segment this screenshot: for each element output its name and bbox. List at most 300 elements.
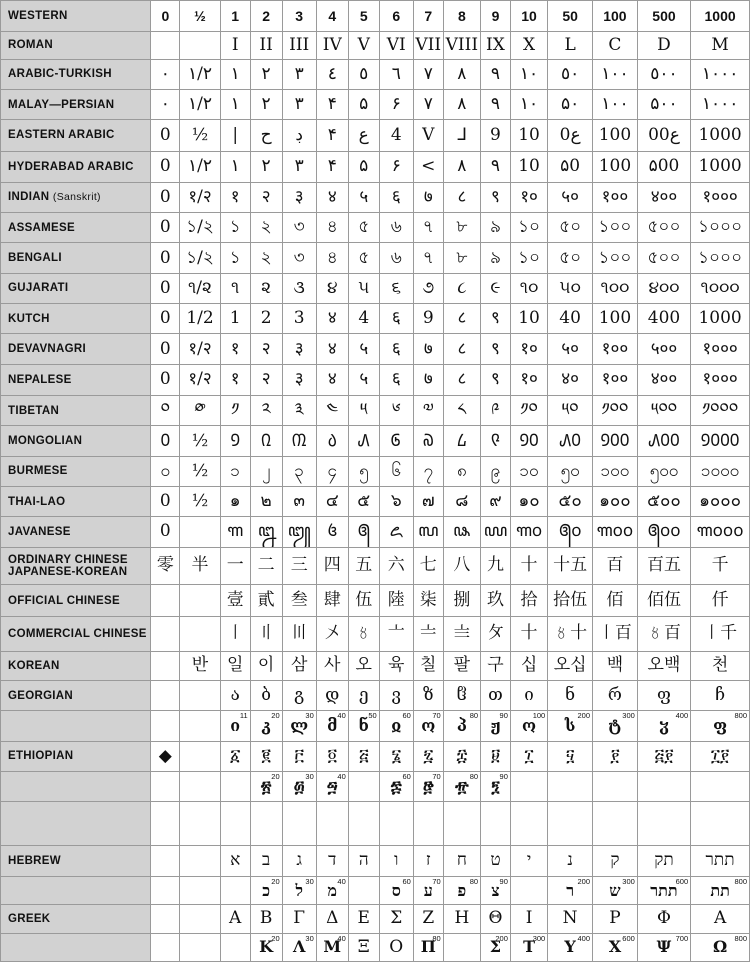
numeral-cell — [510, 273, 547, 303]
numeral-cell — [151, 547, 180, 584]
numeral-glyph: 3 — [295, 8, 304, 25]
numeral-glyph: 八 — [453, 555, 471, 576]
numeral-glyph: ז — [425, 850, 431, 871]
numeral-glyph: ৯ — [489, 217, 501, 238]
numeral-cell — [282, 89, 316, 119]
numeral-glyph: ۱ — [230, 94, 240, 115]
numeral-value-note: 80 — [432, 933, 441, 943]
numeral-cell — [379, 182, 413, 212]
numeral-cell — [316, 547, 348, 584]
numeral-cell — [220, 741, 250, 771]
numeral-cell — [316, 517, 348, 547]
numeral-glyph: ༡༠༠ — [601, 400, 629, 421]
numeral-glyph: L — [564, 34, 576, 55]
numeral-glyph: Ω — [712, 937, 728, 957]
numeral-value-note: 400 — [577, 933, 591, 943]
numeral-glyph: ৮ — [456, 217, 468, 238]
numeral-glyph: ፫ — [294, 745, 304, 766]
numeral-glyph: ၅၀၀ — [649, 460, 679, 481]
numeral-glyph: V — [422, 124, 435, 145]
numeral-row — [1, 243, 750, 273]
numeral-glyph: ½ — [191, 124, 209, 145]
numeral-cell — [180, 905, 221, 933]
numeral-cell — [250, 486, 282, 516]
numeral-row — [1, 396, 750, 426]
numeral-cell — [282, 486, 316, 516]
numeral-glyph: ח — [456, 850, 467, 871]
script-name: ETHIOPIAN — [8, 750, 74, 763]
script-name: JAVANESE — [8, 525, 71, 538]
numeral-glyph: თ — [488, 685, 503, 706]
numeral-cell — [151, 933, 180, 962]
numeral-cell — [151, 32, 180, 59]
numeral-glyph: Γ — [293, 908, 306, 929]
numeral-cell — [443, 845, 480, 876]
numeral-cell — [348, 59, 379, 89]
numeral-cell — [691, 741, 750, 771]
numeral-cell — [316, 304, 348, 334]
numeral-cell — [593, 182, 638, 212]
numeral-glyph: 千 — [711, 555, 729, 576]
script-name: EASTERN ARABIC — [8, 129, 115, 142]
numeral-glyph: ק — [610, 850, 620, 871]
numeral-cell — [220, 426, 250, 456]
numeral-cell — [443, 905, 480, 933]
numeral-cell — [379, 89, 413, 119]
numeral-glyph: Ν — [562, 908, 578, 929]
numeral-cell — [316, 651, 348, 680]
numeral-cell — [282, 651, 316, 680]
row-label — [1, 32, 151, 59]
numeral-glyph: ༣ — [294, 400, 304, 421]
numeral-glyph: ፸ — [422, 776, 434, 796]
numeral-glyph: ૧ — [231, 277, 240, 298]
numeral-value-note: 30 — [305, 876, 314, 886]
numeral-cell — [481, 334, 511, 364]
numeral-glyph: 구 — [487, 655, 504, 676]
numeral-cell — [348, 304, 379, 334]
numeral-glyph: 9 — [490, 124, 501, 145]
numeral-cell — [316, 584, 348, 616]
numeral-cell — [593, 771, 638, 801]
numeral-glyph: ፮ — [391, 745, 402, 766]
numeral-glyph: 〢 — [257, 623, 275, 644]
numeral-cell — [348, 243, 379, 273]
numeral-cell — [180, 59, 221, 89]
numeral-cell — [481, 617, 511, 651]
script-name: GREEK — [8, 912, 51, 925]
numeral-cell — [316, 59, 348, 89]
numeral-glyph: 6 — [392, 8, 401, 25]
numeral-glyph: 壹 — [226, 590, 244, 611]
numeral-cell — [379, 304, 413, 334]
numeral-glyph: ᠕ — [357, 430, 370, 451]
numeral-cell — [637, 182, 690, 212]
numeral-glyph: 九 — [486, 555, 504, 576]
numeral-glyph: ๕ — [357, 491, 371, 512]
numeral-glyph: ४० — [561, 369, 579, 390]
numeral-cell — [510, 89, 547, 119]
numeral-glyph: ३ — [294, 338, 304, 359]
numeral-glyph: ১০০০ — [697, 247, 743, 268]
numeral-cell — [691, 711, 750, 741]
row-label — [1, 547, 151, 584]
numeral-cell — [220, 364, 250, 395]
numeral-row — [1, 876, 750, 904]
numeral-cell — [691, 486, 750, 516]
numeral-value-note: 20 — [271, 711, 280, 721]
numeral-glyph: ૩ — [293, 277, 305, 298]
numeral-cell — [443, 213, 480, 243]
numeral-glyph: 0 — [159, 156, 171, 177]
row-label — [1, 334, 151, 364]
numeral-glyph: ४०० — [650, 369, 678, 390]
numeral-cell — [593, 486, 638, 516]
numeral-cell — [180, 802, 221, 845]
numeral-cell — [637, 771, 690, 801]
numeral-cell — [250, 456, 282, 486]
numeral-cell — [151, 120, 180, 151]
numeral-cell — [413, 243, 443, 273]
numeral-glyph: ع — [358, 124, 369, 145]
numeral-glyph: 捌 — [453, 590, 471, 611]
numeral-cell — [593, 364, 638, 395]
numeral-value-note: 11 — [239, 711, 248, 721]
script-name: GUJARATI — [8, 282, 69, 295]
numeral-value-note: 60 — [402, 711, 411, 721]
numeral-glyph: ჳ — [658, 715, 669, 735]
numeral-cell — [481, 304, 511, 334]
numeral-glyph: 佰伍 — [646, 590, 681, 611]
numeral-cell — [637, 89, 690, 119]
numeral-cell — [691, 802, 750, 845]
numeral-cell — [220, 933, 250, 962]
numeral-cell — [510, 32, 547, 59]
script-name: ASSAMESE — [8, 221, 75, 234]
numeral-glyph: ნ — [358, 715, 369, 735]
numeral-glyph: ১০০০ — [697, 217, 743, 238]
numeral-glyph: ש — [609, 880, 621, 900]
numeral-value-note: 20 — [271, 933, 280, 943]
numeral-glyph: ᠓ — [291, 430, 307, 451]
numeral-glyph: 拾 — [520, 590, 538, 611]
numeral-glyph: १०० — [601, 187, 629, 207]
numeral-cell — [316, 151, 348, 182]
numeral-cell — [637, 59, 690, 89]
numeral-glyph: ৭ — [422, 247, 434, 268]
numeral-cell — [510, 905, 547, 933]
numeral-row — [1, 711, 750, 741]
numeral-cell — [180, 876, 221, 904]
numeral-cell — [548, 59, 593, 89]
numeral-glyph: ე — [358, 685, 369, 706]
numeral-glyph: Α — [229, 908, 242, 929]
numeral-cell — [510, 304, 547, 334]
numeral-glyph: ১ — [229, 247, 241, 268]
numeral-glyph: ४ — [327, 369, 337, 390]
numeral-glyph: ७ — [423, 369, 433, 390]
numeral-cell — [220, 845, 250, 876]
numeral-cell — [691, 1, 750, 32]
numeral-cell — [593, 845, 638, 876]
numeral-cell — [481, 364, 511, 395]
script-name: HYDERABAD ARABIC — [8, 160, 134, 173]
numeral-cell — [379, 933, 413, 962]
numeral-glyph: ၆ — [391, 460, 402, 481]
row-label — [1, 771, 151, 801]
numeral-cell — [510, 651, 547, 680]
numeral-cell — [637, 517, 690, 547]
numeral-glyph: Π — [420, 937, 436, 957]
numeral-cell — [180, 364, 221, 395]
numeral-row — [1, 89, 750, 119]
numeral-cell — [637, 364, 690, 395]
numeral-cell — [250, 243, 282, 273]
numeral-cell — [548, 486, 593, 516]
numeral-cell — [282, 273, 316, 303]
numeral-glyph: ד — [328, 850, 337, 871]
numeral-row — [1, 680, 750, 710]
numeral-cell — [548, 845, 593, 876]
numeral-cell — [316, 364, 348, 395]
numeral-glyph: ૭ — [422, 277, 435, 298]
numeral-cell — [443, 32, 480, 59]
row-label — [1, 741, 151, 771]
numeral-cell — [691, 151, 750, 182]
numeral-cell — [151, 1, 180, 32]
numeral-cell — [691, 456, 750, 486]
numeral-cell — [510, 876, 547, 904]
numeral-glyph: מ — [327, 880, 337, 900]
numeral-cell — [282, 845, 316, 876]
numeral-glyph: IV — [322, 34, 342, 55]
numeral-value-note: 20 — [271, 771, 280, 781]
numeral-glyph: 0 — [159, 217, 171, 238]
numeral-cell — [413, 651, 443, 680]
numeral-glyph: ৫০ — [559, 217, 582, 238]
numeral-cell — [443, 151, 480, 182]
numeral-glyph: 칠 — [420, 655, 437, 676]
numeral-cell — [510, 547, 547, 584]
numeral-cell — [413, 680, 443, 710]
numeral-cell — [443, 584, 480, 616]
numeral-glyph: ꧑꧐꧐꧐ — [696, 521, 744, 542]
numeral-cell — [413, 456, 443, 486]
numeral-glyph: ፯ — [423, 745, 434, 766]
numeral-glyph: ს — [564, 715, 576, 735]
numeral-cell — [379, 1, 413, 32]
numeral-glyph: 1/2 — [186, 308, 214, 329]
numeral-glyph: ૪૦૦ — [648, 277, 680, 298]
numeral-cell — [250, 273, 282, 303]
numeral-glyph: ᒧ — [456, 124, 468, 145]
numeral-cell — [220, 89, 250, 119]
numeral-row — [1, 32, 750, 59]
numeral-cell — [593, 59, 638, 89]
numeral-cell — [510, 617, 547, 651]
numeral-cell — [413, 273, 443, 303]
numeral-glyph: ४०० — [650, 187, 678, 207]
numeral-cell — [481, 182, 511, 212]
row-label — [1, 304, 151, 334]
numeral-cell — [282, 517, 316, 547]
numeral-cell — [637, 547, 690, 584]
numeral-cell — [316, 741, 348, 771]
numeral-cell — [481, 273, 511, 303]
numeral-cell — [316, 617, 348, 651]
numeral-cell — [443, 59, 480, 89]
numeral-row — [1, 802, 750, 845]
numeral-glyph: ৭ — [422, 217, 434, 238]
numeral-cell — [348, 32, 379, 59]
numeral-cell — [593, 802, 638, 845]
row-label — [1, 711, 151, 741]
numeral-glyph: ۵ — [359, 94, 369, 115]
numeral-cell — [691, 547, 750, 584]
numeral-glyph: 400 — [647, 308, 681, 329]
numeral-cell — [413, 89, 443, 119]
numeral-glyph: ७ — [423, 187, 433, 207]
numeral-cell — [250, 120, 282, 151]
numeral-cell — [220, 120, 250, 151]
numeral-cell — [250, 334, 282, 364]
numeral-value-note: 30 — [305, 933, 314, 943]
numeral-glyph: 四 — [323, 555, 341, 576]
numeral-value-note: 30 — [305, 711, 314, 721]
numeral-cell — [637, 243, 690, 273]
numeral-cell — [151, 741, 180, 771]
script-name: OFFICIAL CHINESE — [8, 594, 120, 607]
numeral-cell — [637, 213, 690, 243]
numeral-row — [1, 617, 750, 651]
numeral-glyph: V — [357, 34, 370, 55]
numeral-value-note: 70 — [432, 771, 441, 781]
numeral-cell — [413, 213, 443, 243]
numeral-glyph: ४ — [327, 187, 337, 207]
numeral-cell — [316, 1, 348, 32]
numeral-glyph: ۵۰۰ — [650, 94, 678, 115]
numeral-cell — [413, 771, 443, 801]
numeral-glyph: 百五 — [646, 555, 681, 576]
numeral-glyph: 이 — [257, 655, 275, 676]
numeral-cell — [250, 364, 282, 395]
numeral-cell — [593, 151, 638, 182]
numeral-cell — [151, 771, 180, 801]
numeral-cell — [282, 32, 316, 59]
numeral-cell — [548, 213, 593, 243]
numeral-cell — [282, 771, 316, 801]
numeral-glyph: ১০ — [518, 247, 541, 268]
numeral-glyph: 0 — [159, 308, 171, 329]
numeral-cell — [282, 364, 316, 395]
numeral-value-note: 200 — [577, 876, 591, 886]
numeral-glyph: 叁 — [290, 590, 308, 611]
numeral-glyph: ۳ — [294, 94, 304, 115]
numeral-cell — [180, 933, 221, 962]
numeral-cell — [637, 1, 690, 32]
numeral-cell — [379, 213, 413, 243]
numeral-glyph: ფ — [657, 685, 671, 706]
numeral-cell — [348, 213, 379, 243]
numeral-cell — [180, 243, 221, 273]
numeral-cell — [593, 334, 638, 364]
numeral-cell — [413, 845, 443, 876]
numeral-cell — [510, 243, 547, 273]
numeral-cell — [348, 584, 379, 616]
numeral-cell — [691, 243, 750, 273]
numeral-glyph: ꧕꧐꧐ — [647, 521, 681, 542]
numeral-cell — [510, 517, 547, 547]
numeral-cell — [282, 905, 316, 933]
numeral-cell — [220, 273, 250, 303]
numeral-cell — [379, 243, 413, 273]
numeral-glyph: ၈ — [457, 460, 467, 481]
numeral-glyph: 9 — [422, 308, 434, 329]
numeral-glyph: ꧙ — [483, 521, 508, 542]
numeral-glyph: ८ — [457, 187, 467, 207]
numeral-glyph: ס — [391, 880, 401, 900]
numeral-glyph: १/२ — [188, 369, 212, 390]
numeral-cell — [250, 182, 282, 212]
numeral-glyph: ١٠٠٠ — [701, 63, 739, 84]
numeral-glyph: 1000 — [704, 8, 736, 25]
numeral-value-note: 90 — [499, 711, 508, 721]
numeral-value-note: 800 — [734, 876, 747, 886]
numeral-cell — [548, 711, 593, 741]
numeral-cell — [379, 711, 413, 741]
numeral-glyph: ၉ — [490, 460, 501, 481]
numeral-cell — [316, 334, 348, 364]
numeral-glyph: ᠑᠐᠐ — [600, 430, 630, 451]
numeral-glyph: ৪ — [326, 247, 338, 268]
numeral-cell — [413, 364, 443, 395]
numeral-cell — [413, 182, 443, 212]
numeral-cell — [413, 151, 443, 182]
numeral-glyph: ५ — [359, 369, 369, 390]
numeral-value-note: 40 — [337, 933, 346, 943]
numeral-glyph: ٣ — [294, 63, 304, 84]
numeral-cell — [180, 182, 221, 212]
numeral-cell — [151, 59, 180, 89]
numeral-cell — [443, 273, 480, 303]
numeral-glyph: ১/২ — [186, 247, 214, 268]
numeral-cell — [481, 151, 511, 182]
numeral-glyph: ი — [524, 685, 534, 706]
numeral-cell — [282, 617, 316, 651]
numeral-cell — [443, 426, 480, 456]
numeral-glyph: 팔 — [453, 655, 471, 676]
numeral-glyph: ო — [522, 715, 537, 735]
numeral-glyph: II — [259, 34, 273, 55]
numeral-glyph: ९ — [491, 308, 500, 329]
numeral-cell — [443, 876, 480, 904]
numeral-value-note: 800 — [734, 711, 747, 721]
numeral-glyph: ה — [358, 850, 369, 871]
numeral-cell — [510, 120, 547, 151]
numeral-cell — [282, 426, 316, 456]
numeral-cell — [348, 1, 379, 32]
numeral-glyph: ༢ — [261, 400, 271, 421]
numeral-cell — [443, 547, 480, 584]
numeral-cell — [481, 680, 511, 710]
numeral-glyph: ۴ — [327, 124, 337, 145]
numeral-glyph: ר — [566, 880, 575, 900]
numeral-cell — [481, 243, 511, 273]
numeral-glyph: ༦ — [391, 400, 401, 421]
numeral-glyph: პ — [456, 715, 467, 735]
numeral-cell — [250, 741, 282, 771]
numeral-glyph: 9 — [491, 8, 500, 25]
